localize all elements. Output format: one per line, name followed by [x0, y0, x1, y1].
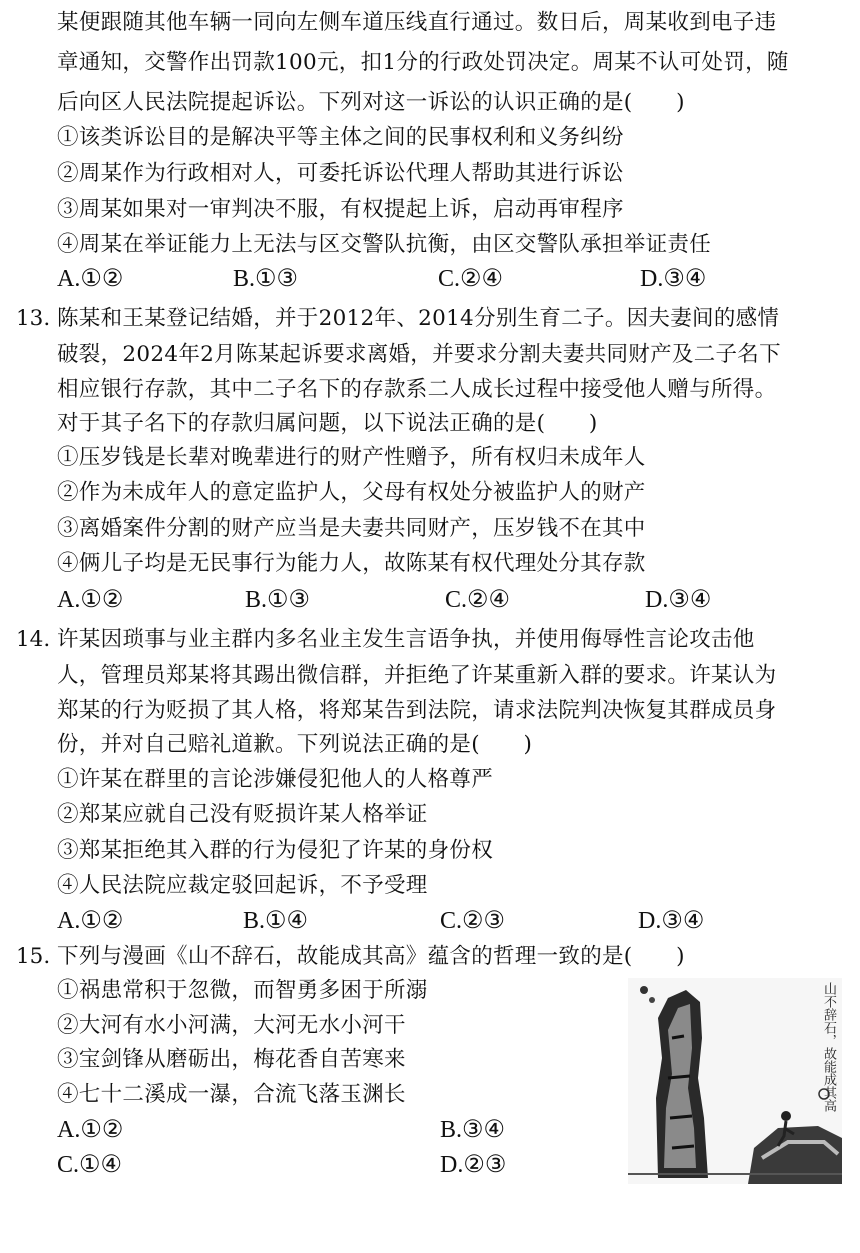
- q13-number: 13.: [16, 306, 51, 331]
- q13-item: ③离婚案件分割的财产应当是夫妻共同财产，压岁钱不在其中: [57, 516, 646, 541]
- q13-item: ①压岁钱是长辈对晚辈进行的财产性赠予，所有权归未成年人: [57, 445, 646, 470]
- q15-option-a[interactable]: A.①②: [57, 1117, 124, 1143]
- q12-stem-line: 章通知，交警作出罚款100元，扣1分的行政处罚决定。周某不认可处罚，随: [57, 50, 789, 75]
- q14-stem-line: 人，管理员郑某将其踢出微信群，并拒绝了许某重新入群的要求。许某认为: [57, 663, 777, 688]
- q14-option-d[interactable]: D.③④: [638, 908, 705, 934]
- q13-stem-line: 破裂，2024年2月陈某起诉要求离婚，并要求分割夫妻共同财产及二子名下: [57, 342, 781, 367]
- q15-option-d[interactable]: D.②③: [440, 1152, 507, 1178]
- q14-number: 14.: [16, 627, 51, 652]
- q14-stem-line: 郑某的行为贬损了其人格，将郑某告到法院，请求法院判决恢复其群成员身: [57, 698, 777, 723]
- q14-option-c[interactable]: C.②③: [440, 908, 506, 934]
- q15-item: ②大河有水小河满，大河无水小河干: [57, 1013, 406, 1038]
- q13-stem-line: 陈某和王某登记结婚，并于2012年、2014分别生育二子。因夫妻间的感情: [57, 306, 780, 331]
- q15-item: ③宝剑锋从磨砺出，梅花香自苦寒来: [57, 1047, 406, 1072]
- q12-item: ①该类诉讼目的是解决平等主体之间的民事权利和义务纠纷: [57, 125, 624, 150]
- q14-option-a[interactable]: A.①②: [57, 908, 124, 934]
- q13-item: ④俩儿子均是无民事行为能力人，故陈某有权代理处分其存款: [57, 551, 646, 576]
- q13-option-a[interactable]: A.①②: [57, 587, 124, 613]
- q13-option-d[interactable]: D.③④: [645, 587, 712, 613]
- q14-stem-line: 许某因琐事与业主群内多名业主发生言语争执，并使用侮辱性言论攻击他: [57, 627, 755, 652]
- q12-option-a[interactable]: A.①②: [57, 266, 124, 292]
- q14-item: ②郑某应就自己没有贬损许某人格举证: [57, 802, 428, 827]
- q14-item: ①许某在群里的言论涉嫌侵犯他人的人格尊严: [57, 767, 494, 792]
- q14-stem-line: 份，并对自己赔礼道歉。下列说法正确的是( ): [57, 732, 533, 757]
- q13-option-b[interactable]: B.①③: [245, 587, 311, 613]
- cartoon-illustration: [628, 978, 842, 1184]
- q15-option-b[interactable]: B.③④: [440, 1117, 506, 1143]
- q12-option-c[interactable]: C.②④: [438, 266, 504, 292]
- q12-option-b[interactable]: B.①③: [233, 266, 299, 292]
- cartoon-caption: 山不辞石，故能成其高: [821, 982, 836, 1112]
- q13-stem-line: 相应银行存款，其中二子名下的存款系二人成长过程中接受他人赠与所得。: [57, 377, 777, 402]
- q15-option-c[interactable]: C.①④: [57, 1152, 123, 1178]
- q14-option-b[interactable]: B.①④: [243, 908, 309, 934]
- q12-stem-line: 某便跟随其他车辆一同向左侧车道压线直行通过。数日后，周某收到电子违: [57, 10, 777, 35]
- q13-item: ②作为未成年人的意定监护人，父母有权处分被监护人的财产: [57, 480, 646, 505]
- q12-item: ②周某作为行政相对人，可委托诉讼代理人帮助其进行诉讼: [57, 161, 624, 186]
- q12-item: ③周某如果对一审判决不服，有权提起上诉，启动再审程序: [57, 197, 624, 222]
- q15-number: 15.: [16, 944, 51, 969]
- q12-item: ④周某在举证能力上无法与区交警队抗衡，由区交警队承担举证责任: [57, 232, 712, 257]
- q13-option-c[interactable]: C.②④: [445, 587, 511, 613]
- q15-stem-line: 下列与漫画《山不辞石，故能成其高》蕴含的哲理一致的是( ): [57, 944, 685, 969]
- q14-item: ④人民法院应裁定驳回起诉，不予受理: [57, 873, 428, 898]
- q15-item: ①祸患常积于忽微，而智勇多困于所溺: [57, 978, 428, 1003]
- q12-option-d[interactable]: D.③④: [640, 266, 707, 292]
- q15-item: ④七十二溪成一瀑，合流飞落玉渊长: [57, 1082, 406, 1107]
- q13-stem-line: 对于其子名下的存款归属问题，以下说法正确的是( ): [57, 411, 598, 436]
- q14-item: ③郑某拒绝其入群的行为侵犯了许某的身份权: [57, 838, 494, 863]
- stone-mountain-drawing: [628, 978, 842, 1184]
- q12-stem-line: 后向区人民法院提起诉讼。下列对这一诉讼的认识正确的是( ): [57, 90, 685, 115]
